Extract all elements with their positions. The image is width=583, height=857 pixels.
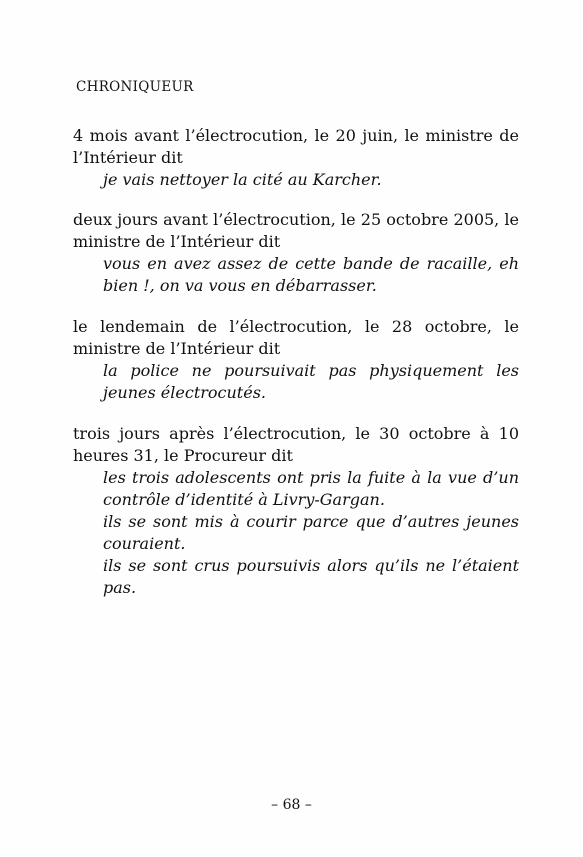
statement-block [73, 316, 519, 404]
quote-line: la police ne poursuivait pas physiquement les jeunes électrocutés. [103, 361, 519, 402]
statement-block [73, 209, 519, 297]
statement-intro: deux jours avant l’électrocution, le 25 octobre 2005, le ministre de l’Intérieur dit [73, 210, 519, 251]
statement-quote [103, 467, 519, 599]
quote-line: je vais nettoyer la cité au Karcher. [103, 170, 382, 189]
quote-line: ils se sont crus poursuivis alors qu’ils ne l’étaient pas. [103, 556, 519, 597]
statement-intro: 4 mois avant l’électrocution, le 20 juin, le ministre de l’Intérieur dit [73, 126, 519, 167]
quote-line: vous en avez assez de cette bande de racaille, eh bien !, on va vous en débarrasser. [103, 254, 519, 295]
statement-intro: trois jours après l’électrocution, le 30 octobre à 10 heures 31, le Procureur dit [73, 424, 519, 465]
statement-block [73, 423, 519, 599]
page-number: – 68 – [271, 797, 312, 813]
statement-quote [103, 253, 519, 297]
speaker-heading: CHRONIQUEUR [76, 79, 194, 95]
quote-line: ils se sont mis à courir parce que d’autres jeunes couraient. [103, 512, 519, 553]
statement-quote [103, 169, 519, 191]
statement-quote [103, 360, 519, 404]
statement-block [73, 125, 519, 191]
statement-intro: le lendemain de l’électrocution, le 28 octobre, le ministre de l’Intérieur dit [73, 317, 519, 358]
quote-line: les trois adolescents ont pris la fuite à la vue d’un contrôle d’identité à Livry-Gargan. [103, 468, 519, 509]
